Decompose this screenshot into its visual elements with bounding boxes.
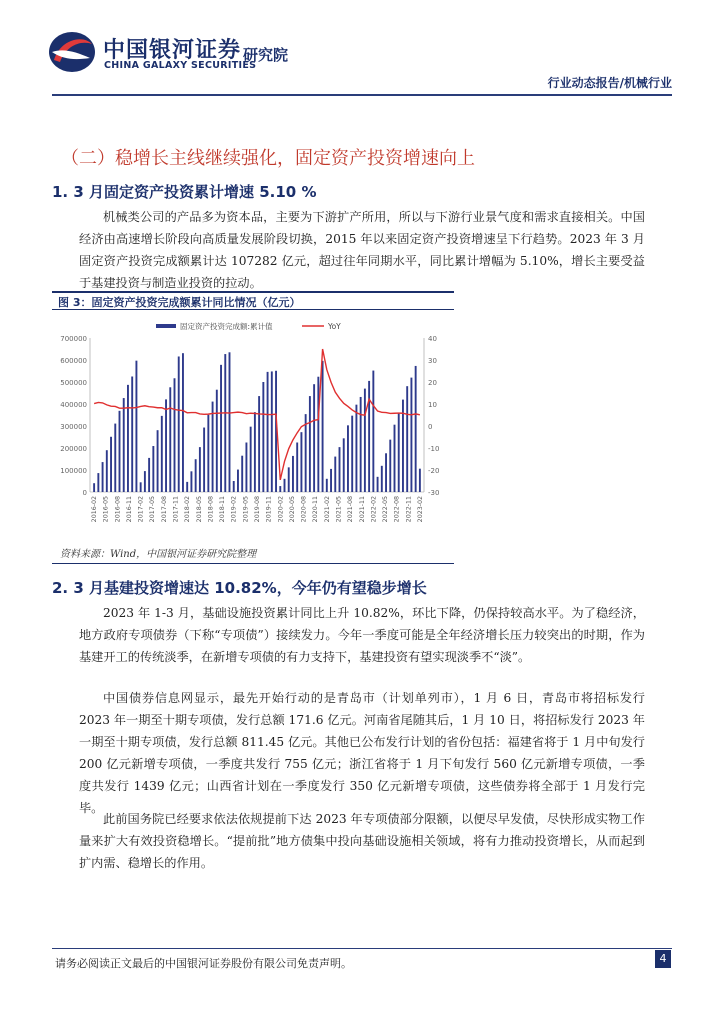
- fai-bar: [305, 414, 307, 492]
- x-tick-label: 2019-08: [254, 496, 261, 523]
- fai-bar: [165, 399, 167, 492]
- fai-bar: [326, 479, 328, 492]
- fai-bar: [415, 366, 417, 492]
- fai-bar: [123, 398, 125, 492]
- y-right-tick-label: 0: [428, 423, 433, 431]
- fai-bar: [267, 372, 269, 492]
- x-tick-label: 2018-05: [195, 496, 203, 523]
- y-left-tick-label: 300000: [60, 423, 87, 431]
- fai-bar: [157, 430, 159, 492]
- subsection-1-paragraph: 机械类公司的产品多为资本品，主要为下游扩产所用，所以与下游行业景气度和需求直接相关。中国经济由高速增长阶段向高质量发展阶段切换，2015 年以来固定资产投资增速呈下行趋势。2023 年 3 月固定资产投资完成额累计达 107282 亿元，超过往年同期水平，同比累计增幅为 5.10%，增长主要受益于基建投资与制造业投资的拉动。: [79, 210, 645, 290]
- fai-bar: [199, 447, 201, 492]
- x-tick-label: 2020-08: [300, 496, 308, 523]
- y-right-tick-label: -20: [428, 467, 440, 475]
- fai-bar: [398, 413, 400, 492]
- fai-bar: [381, 466, 383, 492]
- x-tick-label: 2021-05: [335, 496, 343, 523]
- x-tick-label: 2019-02: [230, 496, 238, 523]
- legend-swatch-bar: [156, 324, 176, 328]
- company-name-en: CHINA GALAXY SECURITIES: [104, 60, 257, 71]
- fai-bar: [106, 450, 108, 492]
- y-left-tick-label: 700000: [60, 335, 87, 343]
- subsection-1-title: 1. 3 月固定资产投资累计增速 5.10 %: [52, 183, 317, 201]
- fai-bar: [250, 427, 252, 492]
- x-tick-label: 2022-02: [370, 496, 378, 523]
- y-right-tick-label: -10: [428, 445, 440, 453]
- x-tick-label: 2021-11: [358, 496, 366, 523]
- x-tick-label: 2020-02: [277, 496, 285, 523]
- fai-bar: [296, 443, 298, 493]
- legend-label-bar: 固定资产投资完成额:累计值: [180, 322, 273, 331]
- fai-bar: [385, 453, 387, 492]
- fai-bar: [127, 385, 129, 492]
- y-left-tick-label: 0: [82, 489, 87, 497]
- fai-bar: [212, 402, 214, 492]
- fai-bar: [364, 389, 366, 492]
- company-name-cn: 中国银河证券: [103, 38, 242, 63]
- fai-bar: [372, 371, 374, 492]
- fai-bar: [245, 443, 247, 493]
- x-tick-label: 2017-05: [149, 496, 157, 523]
- fai-bar: [368, 381, 370, 492]
- x-tick-label: 2018-02: [184, 496, 192, 523]
- fai-bar: [334, 457, 336, 492]
- fai-bar: [258, 396, 260, 492]
- y-left-tick-label: 100000: [60, 467, 87, 475]
- fai-bar: [102, 462, 104, 492]
- x-tick-label: 2017-02: [137, 496, 145, 523]
- fai-bar: [161, 416, 163, 492]
- x-tick-label: 2017-08: [160, 496, 168, 523]
- fai-bar: [288, 467, 290, 492]
- x-tick-label: 2016-05: [102, 496, 110, 523]
- x-tick-label: 2017-11: [172, 496, 180, 523]
- fai-chart: [52, 316, 454, 544]
- section-heading: （二）稳增长主线继续强化，固定资产投资增速向上: [61, 148, 475, 169]
- y-left-tick-label: 500000: [60, 379, 87, 387]
- fai-bar: [419, 469, 421, 492]
- page-number: 4: [655, 950, 671, 968]
- fai-bar: [93, 483, 95, 492]
- footer-divider: [52, 948, 672, 949]
- x-tick-label: 2021-08: [347, 496, 355, 523]
- x-tick-label: 2019-05: [242, 496, 250, 523]
- fai-bar: [233, 481, 235, 492]
- fai-bar: [186, 482, 188, 492]
- x-tick-label: 2020-05: [288, 496, 296, 523]
- x-tick-label: 2016-08: [114, 496, 122, 523]
- header-divider: [52, 94, 672, 96]
- fai-bar: [339, 447, 341, 492]
- x-tick-label: 2019-11: [265, 496, 273, 523]
- x-tick-label: 2020-11: [312, 496, 320, 523]
- figure-source: 资料来源：Wind，中国银河证券研究院整理: [60, 549, 257, 560]
- fai-bar: [174, 378, 176, 492]
- fai-bar: [322, 361, 324, 492]
- x-tick-label: 2021-02: [323, 496, 331, 523]
- x-tick-label: 2022-11: [405, 496, 413, 523]
- x-tick-label: 2018-08: [207, 496, 215, 523]
- fai-bar: [343, 438, 345, 492]
- x-tick-label: 2022-05: [382, 496, 390, 523]
- yoy-line: [94, 349, 420, 480]
- fai-bar: [110, 437, 112, 492]
- fai-bar: [119, 411, 121, 492]
- fai-bar: [220, 365, 222, 492]
- x-tick-label: 2016-11: [125, 496, 133, 523]
- footer-disclaimer: 请务必阅读正文最后的中国银河证券股份有限公司免责声明。: [55, 957, 352, 970]
- fai-bar: [237, 470, 239, 492]
- y-left-tick-label: 400000: [60, 401, 87, 409]
- fai-bar: [195, 459, 197, 492]
- fai-bar: [410, 378, 412, 492]
- fai-bar: [224, 354, 226, 492]
- institute-label: 研究院: [243, 46, 289, 64]
- y-left-tick-label: 600000: [60, 357, 87, 365]
- y-right-tick-label: -30: [428, 489, 440, 497]
- fai-bar: [262, 382, 264, 492]
- fai-bar: [178, 356, 180, 492]
- fai-bar: [169, 387, 171, 492]
- x-tick-label: 2022-08: [393, 496, 401, 523]
- fai-bar: [203, 428, 205, 492]
- fai-bar: [355, 405, 357, 492]
- fai-bar: [148, 458, 150, 492]
- x-tick-label: 2016-02: [91, 496, 98, 523]
- figure-bottom-divider: [52, 563, 454, 564]
- fai-bar: [279, 486, 281, 492]
- legend-label-yoy: YoY: [328, 322, 341, 331]
- fai-bar: [114, 424, 116, 492]
- fai-bar: [351, 416, 353, 492]
- y-left-tick-label: 200000: [60, 445, 87, 453]
- fai-bar: [292, 456, 294, 492]
- y-right-tick-label: 20: [428, 379, 437, 387]
- fai-bar: [360, 397, 362, 492]
- fai-bar: [309, 396, 311, 492]
- fai-bar: [190, 471, 192, 492]
- y-right-tick-label: 10: [428, 401, 437, 409]
- y-right-tick-label: 40: [428, 335, 437, 343]
- fai-bar: [229, 352, 231, 492]
- subsection-2-paragraph-3: 此前国务院已经要求依法依规提前下达 2023 年专项债部分限额，以便尽早发债，尽快形成实物工作量来扩大有效投资稳增长。“提前批”地方债集中投向基础设施相关领域，将有力推动投资增长，从而起到扩内需、稳增长的作用。: [79, 812, 645, 870]
- x-tick-label: 2023-02: [417, 496, 424, 523]
- fai-bar: [347, 425, 349, 492]
- x-tick-label: 2018-11: [219, 496, 227, 523]
- fai-bar: [144, 471, 146, 492]
- fai-bar: [313, 384, 315, 492]
- subsection-2-paragraph-2: 中国债券信息网显示，最先开始行动的是青岛市（计划单列市），1 月 6 日，青岛市将招标发行 2023 年一期至十期专项债，发行总额 171.6 亿元。河南省尾随其后，1 月 10 日，将招标发行 2023 年一期至十期专项债，发行总额 811.45 亿元。其他已公布发行计划的省份包括：福建省将于 1 月中旬发行 200 亿元新增专项债，一季度共发行 755 亿元；浙江省将于 1 月下旬发行 560 亿元新增专项债，一季度共发行 1439 亿元；山西省计划在一季度发行 350 亿元新增专项债，这些债券将全部于 1 月发行完毕。: [79, 691, 645, 815]
- fai-bar: [284, 479, 286, 492]
- fai-bar: [135, 361, 137, 492]
- fai-bar: [152, 446, 154, 492]
- fai-bar: [271, 371, 273, 492]
- fai-bar: [317, 377, 319, 492]
- fai-bar: [406, 386, 408, 492]
- y-right-tick-label: 30: [428, 357, 437, 365]
- fai-bar: [207, 415, 209, 492]
- fai-bar: [389, 440, 391, 492]
- fai-bar: [330, 469, 332, 492]
- figure-title: 图 3：固定资产投资完成额累计同比情况（亿元）: [52, 291, 454, 310]
- fai-bar: [216, 390, 218, 492]
- fai-bar: [377, 477, 379, 492]
- subsection-2-paragraph-1: 2023 年 1-3 月，基础设施投资累计同比上升 10.82%，环比下降，仍保持较高水平。为了稳经济，地方政府专项债券（下称“专项债”）接续发力。今年一季度可能是全年经济增长压力较突出的时期，作为基建开工的传统淡季，在新增专项债的有力支持下，基建投资有望实现淡季不“淡”。: [79, 606, 645, 664]
- fai-bar: [300, 432, 302, 492]
- fai-bar: [254, 412, 256, 492]
- report-category: 行业动态报告/机械行业: [547, 76, 672, 90]
- fai-bar: [182, 353, 184, 492]
- fai-bar: [131, 377, 133, 493]
- fai-bar: [394, 425, 396, 492]
- fai-bar: [97, 473, 99, 492]
- galaxy-logo-icon: [46, 30, 96, 74]
- fai-bar: [140, 482, 142, 492]
- fai-bar: [241, 456, 243, 492]
- subsection-2-title: 2. 3 月基建投资增速达 10.82%，今年仍有望稳步增长: [52, 579, 427, 597]
